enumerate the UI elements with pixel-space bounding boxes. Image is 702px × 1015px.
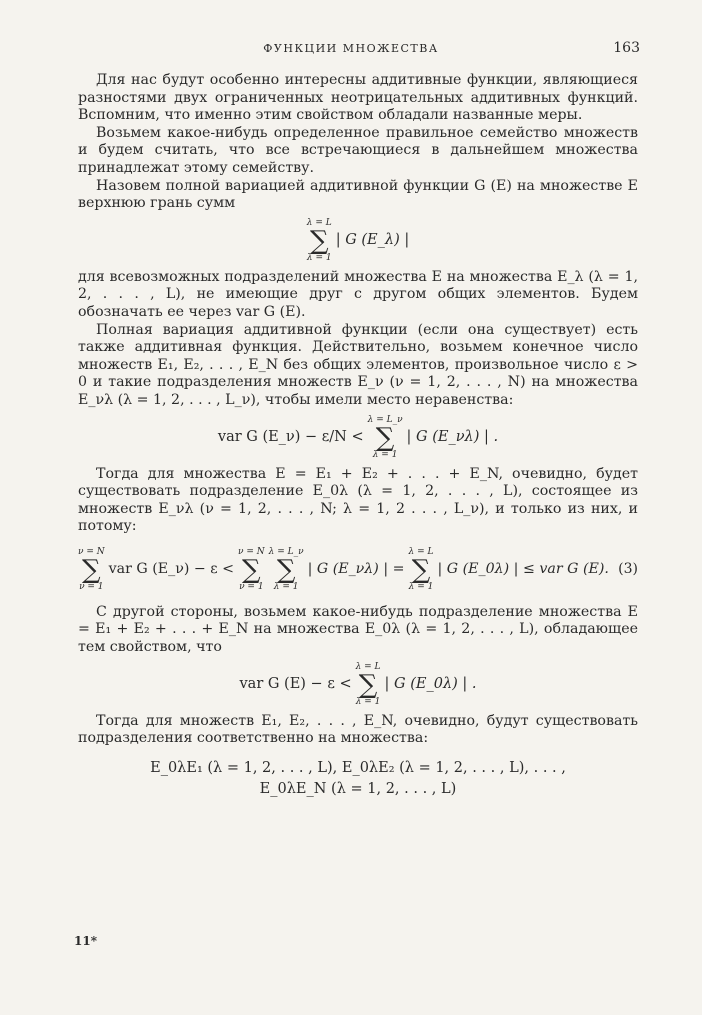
formula-inequality-1 — [78, 416, 638, 460]
formula-body: | G (E_λ) | — [335, 231, 410, 248]
formula-body: | G (E_0λ) | . — [384, 675, 477, 692]
signature-mark: 11* — [74, 934, 97, 948]
sum-lower-limit: λ = 1 — [355, 696, 381, 707]
sum-lower-limit: λ = 1 — [306, 252, 332, 263]
sum-lower-limit: λ = 1 — [372, 449, 398, 460]
page-body — [78, 72, 638, 803]
paragraph-4: для всевозможных подразделений множества E на множества E_λ (λ = 1, 2, . . . , L), не имеющие друг с другом общих элементов. Будем обозначать ее через var G (E). — [78, 268, 638, 320]
formula-term: | G (E_νλ) | = — [307, 561, 405, 578]
page-header — [0, 40, 702, 62]
sum-upper-limit: λ = L_ν — [268, 546, 304, 557]
summation-symbol: λ = L ∑ λ = 1 — [355, 661, 381, 707]
formula-subdivisions-line-1: E_0λE₁ (λ = 1, 2, . . . , L), E_0λE₂ (λ = 1, 2, . . . , L), . . . , — [150, 759, 566, 776]
page-number: 163 — [613, 40, 640, 56]
summation-symbol: λ = L ∑ λ = 1 — [306, 217, 332, 263]
paragraph-1: Для нас будут особенно интересны аддитивные функции, являющиеся разностями двух ограниченных неотрицательных аддитивных функций. Вспомним, что именно этим свойством обладали названные меры. — [78, 72, 638, 124]
sum-lower-limit: λ = 1 — [273, 581, 299, 592]
formula-3 — [78, 548, 638, 592]
summation-symbol: ν = N ∑ ν = 1 — [78, 546, 105, 592]
formula-inequality-2 — [78, 663, 638, 707]
summation-symbol: λ = L_ν ∑ λ = 1 — [367, 414, 403, 460]
paragraph-7: С другой стороны, возьмем какое-нибудь подразделение множества E = E₁ + E₂ + . . . + E_N на множества E_0λ (λ = 1, 2, . . . , L), обладающее тем свойством, что — [78, 603, 638, 656]
sum-upper-limit: λ = L_ν — [367, 414, 403, 425]
formula-left-side: var G (E) − ε < — [239, 675, 352, 692]
sum-upper-limit: λ = L — [355, 661, 381, 672]
sum-upper-limit: λ = L — [408, 546, 434, 557]
paragraph-2: Возьмем какое-нибудь определенное правильное семейство множеств и будем считать, что все встречающиеся в дальнейшем множества принадлежат этому семейству. — [78, 124, 638, 176]
paragraph-6: Тогда для множества E = E₁ + E₂ + . . . + E_N, очевидно, будет существовать подразделение E_0λ (λ = 1, 2, . . . , L), состоящее из множеств E_νλ (ν = 1, 2, . . . , N; λ = 1, 2 . . . , L_ν), и только из них, и потому: — [78, 465, 638, 535]
sum-upper-limit: λ = L — [306, 217, 332, 228]
formula-left-side: var G (E_ν) − ε/N < — [217, 428, 364, 445]
summation-symbol: ν = N ∑ ν = 1 — [238, 546, 265, 592]
summation-symbol: λ = L ∑ λ = 1 — [408, 546, 434, 592]
paragraph-5: Полная вариация аддитивной функции (если она существует) есть также аддитивная функция. Действительно, возьмем конечное число множеств E₁, E₂, . . . , E_N без общих элементов, произвольное число ε > 0 и такие подразделения множеств E_ν (ν = 1, 2, . . . , N) на множества E_νλ (λ = 1, 2, . . . , L_ν), чтобы имели место неравенства: — [78, 321, 638, 408]
paragraph-3: Назовем полной вариацией аддитивной функции G (E) на множестве E верхнюю грань сумм — [78, 177, 638, 212]
sum-lower-limit: λ = 1 — [408, 581, 434, 592]
formula-term: | G (E_0λ) | ≤ var G (E). — [437, 561, 609, 578]
paragraph-8: Тогда для множеств E₁, E₂, . . . , E_N, очевидно, будут существовать подразделения соответственно на множества: — [78, 712, 638, 747]
formula-sum-g — [78, 219, 638, 263]
sum-upper-limit: ν = N — [78, 546, 105, 557]
equation-number: (3) — [618, 561, 638, 578]
sum-upper-limit: ν = N — [238, 546, 265, 557]
sum-lower-limit: ν = 1 — [239, 581, 264, 592]
sum-lower-limit: ν = 1 — [79, 581, 104, 592]
running-title: ФУНКЦИИ МНОЖЕСТВА — [263, 42, 439, 55]
formula-body: | G (E_νλ) | . — [406, 428, 499, 445]
formula-subdivisions-line-2: E_0λE_N (λ = 1, 2, . . . , L) — [259, 781, 457, 798]
formula-term: var G (E_ν) − ε < — [108, 561, 235, 578]
summation-symbol: λ = L_ν ∑ λ = 1 — [268, 546, 304, 592]
